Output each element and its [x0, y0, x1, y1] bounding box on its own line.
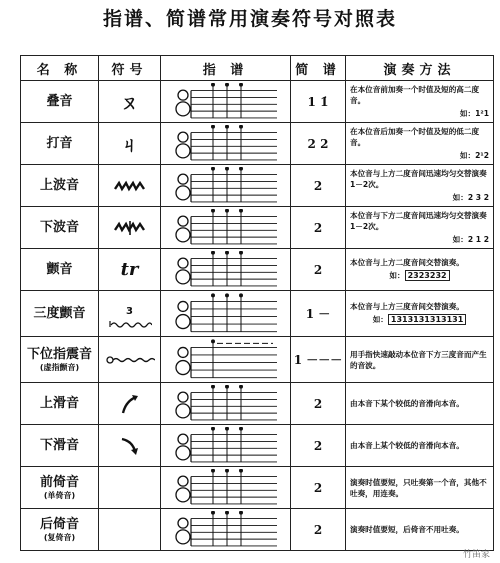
finger-notation-graphic: [171, 125, 281, 163]
technique-name: 颤音: [46, 261, 73, 277]
method-text: 演奏时值要短，后倚音不用吐奏。: [350, 525, 464, 534]
example-value: 2 1 2: [467, 234, 489, 244]
symbol-cell: [99, 425, 161, 467]
example-value: 2 3 2: [467, 192, 489, 202]
method-cell: [346, 291, 494, 337]
method-cell: [346, 81, 494, 123]
method-cell: [346, 337, 494, 383]
technique-alias: (复倚音): [43, 532, 76, 542]
jianpu-notation: 2 2: [307, 136, 329, 151]
finger-notation-graphic: [171, 251, 281, 289]
technique-name: 叠音: [46, 93, 73, 109]
jianpu-cell: [291, 509, 346, 551]
technique-name: 下位指震音: [26, 346, 92, 362]
finger-notation-graphic: [171, 209, 281, 247]
symbol-cell: [99, 165, 161, 207]
symbol-cell: [99, 467, 161, 509]
finger-cell: [161, 123, 291, 165]
finger-notation-graphic: [171, 339, 281, 381]
header-finger: 指 谱: [161, 56, 291, 81]
technique-alias: (虚指颤音): [39, 362, 80, 372]
method-text: 由本音上某个较低的音滑向本音。: [350, 441, 464, 450]
table-row: [21, 337, 494, 383]
method-text: 在本位音后加奏一个时值及短的低二度音。: [350, 126, 480, 147]
repeat-note-icon: ㄡ: [120, 92, 139, 114]
jianpu-cell: [291, 337, 346, 383]
method-text: 本位音与上方三度音间交替演奏。: [350, 302, 464, 311]
example-value: 1313131313131: [388, 314, 466, 325]
name-cell: [21, 249, 99, 291]
trill-icon: tr: [120, 259, 139, 280]
third-trill-symbol: 3: [126, 306, 133, 317]
method-cell: [346, 509, 494, 551]
symbol-cell: [99, 123, 161, 165]
jianpu-notation: 1 －－－: [293, 353, 343, 367]
jianpu-cell: [291, 81, 346, 123]
finger-notation-graphic: [171, 83, 281, 121]
technique-name: 打音: [46, 135, 73, 151]
finger-cell: [161, 291, 291, 337]
example-value: 2323232: [405, 270, 450, 281]
jianpu-cell: [291, 291, 346, 337]
jianpu-cell: [291, 123, 346, 165]
example-value: 1²1: [475, 108, 489, 118]
header-name: 名 称: [21, 56, 99, 81]
method-text: 用手指快速敲动本位音下方三度音而产生的音波。: [350, 349, 487, 370]
method-cell: [346, 165, 494, 207]
method-cell: [346, 425, 494, 467]
symbol-cell: [99, 207, 161, 249]
finger-cell: [161, 337, 291, 383]
example-label: 如：: [372, 315, 388, 324]
header-method: 演奏方法: [346, 56, 494, 81]
finger-cell: [161, 509, 291, 551]
example-line: [346, 108, 493, 122]
mordent-down-icon: [113, 220, 147, 236]
name-cell: [21, 165, 99, 207]
finger-notation-graphic: [171, 427, 281, 465]
jianpu-notation: 2: [313, 522, 323, 537]
table-row: [21, 249, 494, 291]
method-text: 本位音与下方二度音间迅速均匀交替演奏1－2次。: [350, 210, 487, 231]
jianpu-notation: 1 1̇: [307, 94, 329, 109]
jianpu-cell: [291, 207, 346, 249]
name-cell: [21, 425, 99, 467]
watermark: 竹笛家: [462, 550, 490, 560]
method-cell: [346, 249, 494, 291]
finger-cell: [161, 207, 291, 249]
jianpu-notation: 1 －: [305, 307, 331, 321]
technique-name: 上波音: [39, 177, 79, 193]
method-text: 本位音与上方二度音间交替演奏。: [350, 258, 464, 267]
symbol-cell: [99, 81, 161, 123]
example-value: 2¹2: [475, 150, 489, 160]
finger-notation-graphic: [171, 293, 281, 335]
finger-notation-graphic: [171, 511, 281, 549]
jianpu-notation: 2: [313, 178, 323, 193]
finger-cell: [161, 467, 291, 509]
symbol-cell: [99, 337, 161, 383]
table-row: [21, 81, 494, 123]
name-cell: [21, 207, 99, 249]
jianpu-cell: [291, 383, 346, 425]
jianpu-cell: [291, 165, 346, 207]
vibrato-icon: [105, 354, 155, 366]
jianpu-notation: 2: [313, 262, 323, 277]
technique-name: 三度颤音: [33, 305, 86, 321]
technique-name: 后倚音: [39, 516, 79, 532]
example-line: [346, 150, 493, 164]
method-cell: [346, 123, 494, 165]
example-label: 如：: [459, 108, 476, 118]
method-cell: [346, 467, 494, 509]
example-label: 如：: [452, 192, 468, 202]
table-row: [21, 509, 494, 551]
symbol-cell: [99, 249, 161, 291]
table-row: [21, 291, 494, 337]
table-row: [21, 425, 494, 467]
example-label: 如：: [389, 271, 405, 280]
page-title: 指谱、简谱常用演奏符号对照表: [102, 8, 397, 30]
slide-down-icon: [118, 435, 142, 457]
header-row: [21, 56, 494, 81]
method-text: 由本音下某个较低的音滑向本音。: [350, 399, 464, 408]
method-text: 在本位音前加奏一个时值及短的高二度音。: [350, 84, 480, 105]
strike-note-icon: ㄐ: [120, 134, 139, 156]
jianpu-notation: 2: [313, 480, 323, 495]
name-cell: [21, 123, 99, 165]
symbol-cell: [99, 291, 161, 337]
jianpu-notation: 2: [313, 438, 323, 453]
technique-name: 前倚音: [39, 474, 79, 490]
table-row: [21, 383, 494, 425]
header-jianpu: 简 谱: [291, 56, 346, 81]
technique-name: 下波音: [39, 219, 79, 235]
method-cell: [346, 207, 494, 249]
example-line: [346, 314, 493, 328]
notation-table: [20, 55, 494, 551]
example-line: [346, 192, 493, 206]
name-cell: [21, 337, 99, 383]
symbol-cell: [99, 509, 161, 551]
name-cell: [21, 291, 99, 337]
table-row: [21, 165, 494, 207]
finger-cell: [161, 81, 291, 123]
technique-alias: (单倚音): [43, 490, 76, 500]
example-line: [346, 270, 493, 284]
finger-notation-graphic: [171, 469, 281, 507]
finger-cell: [161, 383, 291, 425]
jianpu-notation: 2: [313, 220, 323, 235]
symbol-cell: [99, 383, 161, 425]
example-label: 如：: [459, 150, 476, 160]
table-row: [21, 123, 494, 165]
method-text: 本位音与上方二度音间迅速均匀交替演奏1－2次。: [350, 168, 487, 189]
technique-name: 上滑音: [39, 395, 79, 411]
method-cell: [346, 383, 494, 425]
example-line: [346, 234, 493, 248]
mordent-up-icon: [113, 179, 147, 193]
finger-cell: [161, 165, 291, 207]
jianpu-notation: 2: [313, 396, 323, 411]
slide-up-icon: [118, 393, 142, 415]
finger-cell: [161, 425, 291, 467]
name-cell: [21, 509, 99, 551]
table-row: [21, 207, 494, 249]
example-label: 如：: [452, 234, 468, 244]
jianpu-cell: [291, 467, 346, 509]
finger-cell: [161, 249, 291, 291]
name-cell: [21, 467, 99, 509]
table-row: [21, 467, 494, 509]
name-cell: [21, 383, 99, 425]
finger-notation-graphic: [171, 385, 281, 423]
method-text: 演奏时值要短，只吐奏第一个音，其他不吐奏，用连奏。: [350, 477, 487, 498]
name-cell: [21, 81, 99, 123]
header-symbol: 符号: [99, 56, 161, 81]
technique-name: 下滑音: [39, 437, 79, 453]
jianpu-cell: [291, 249, 346, 291]
third-trill-icon: [108, 319, 152, 329]
jianpu-cell: [291, 425, 346, 467]
finger-notation-graphic: [171, 167, 281, 205]
